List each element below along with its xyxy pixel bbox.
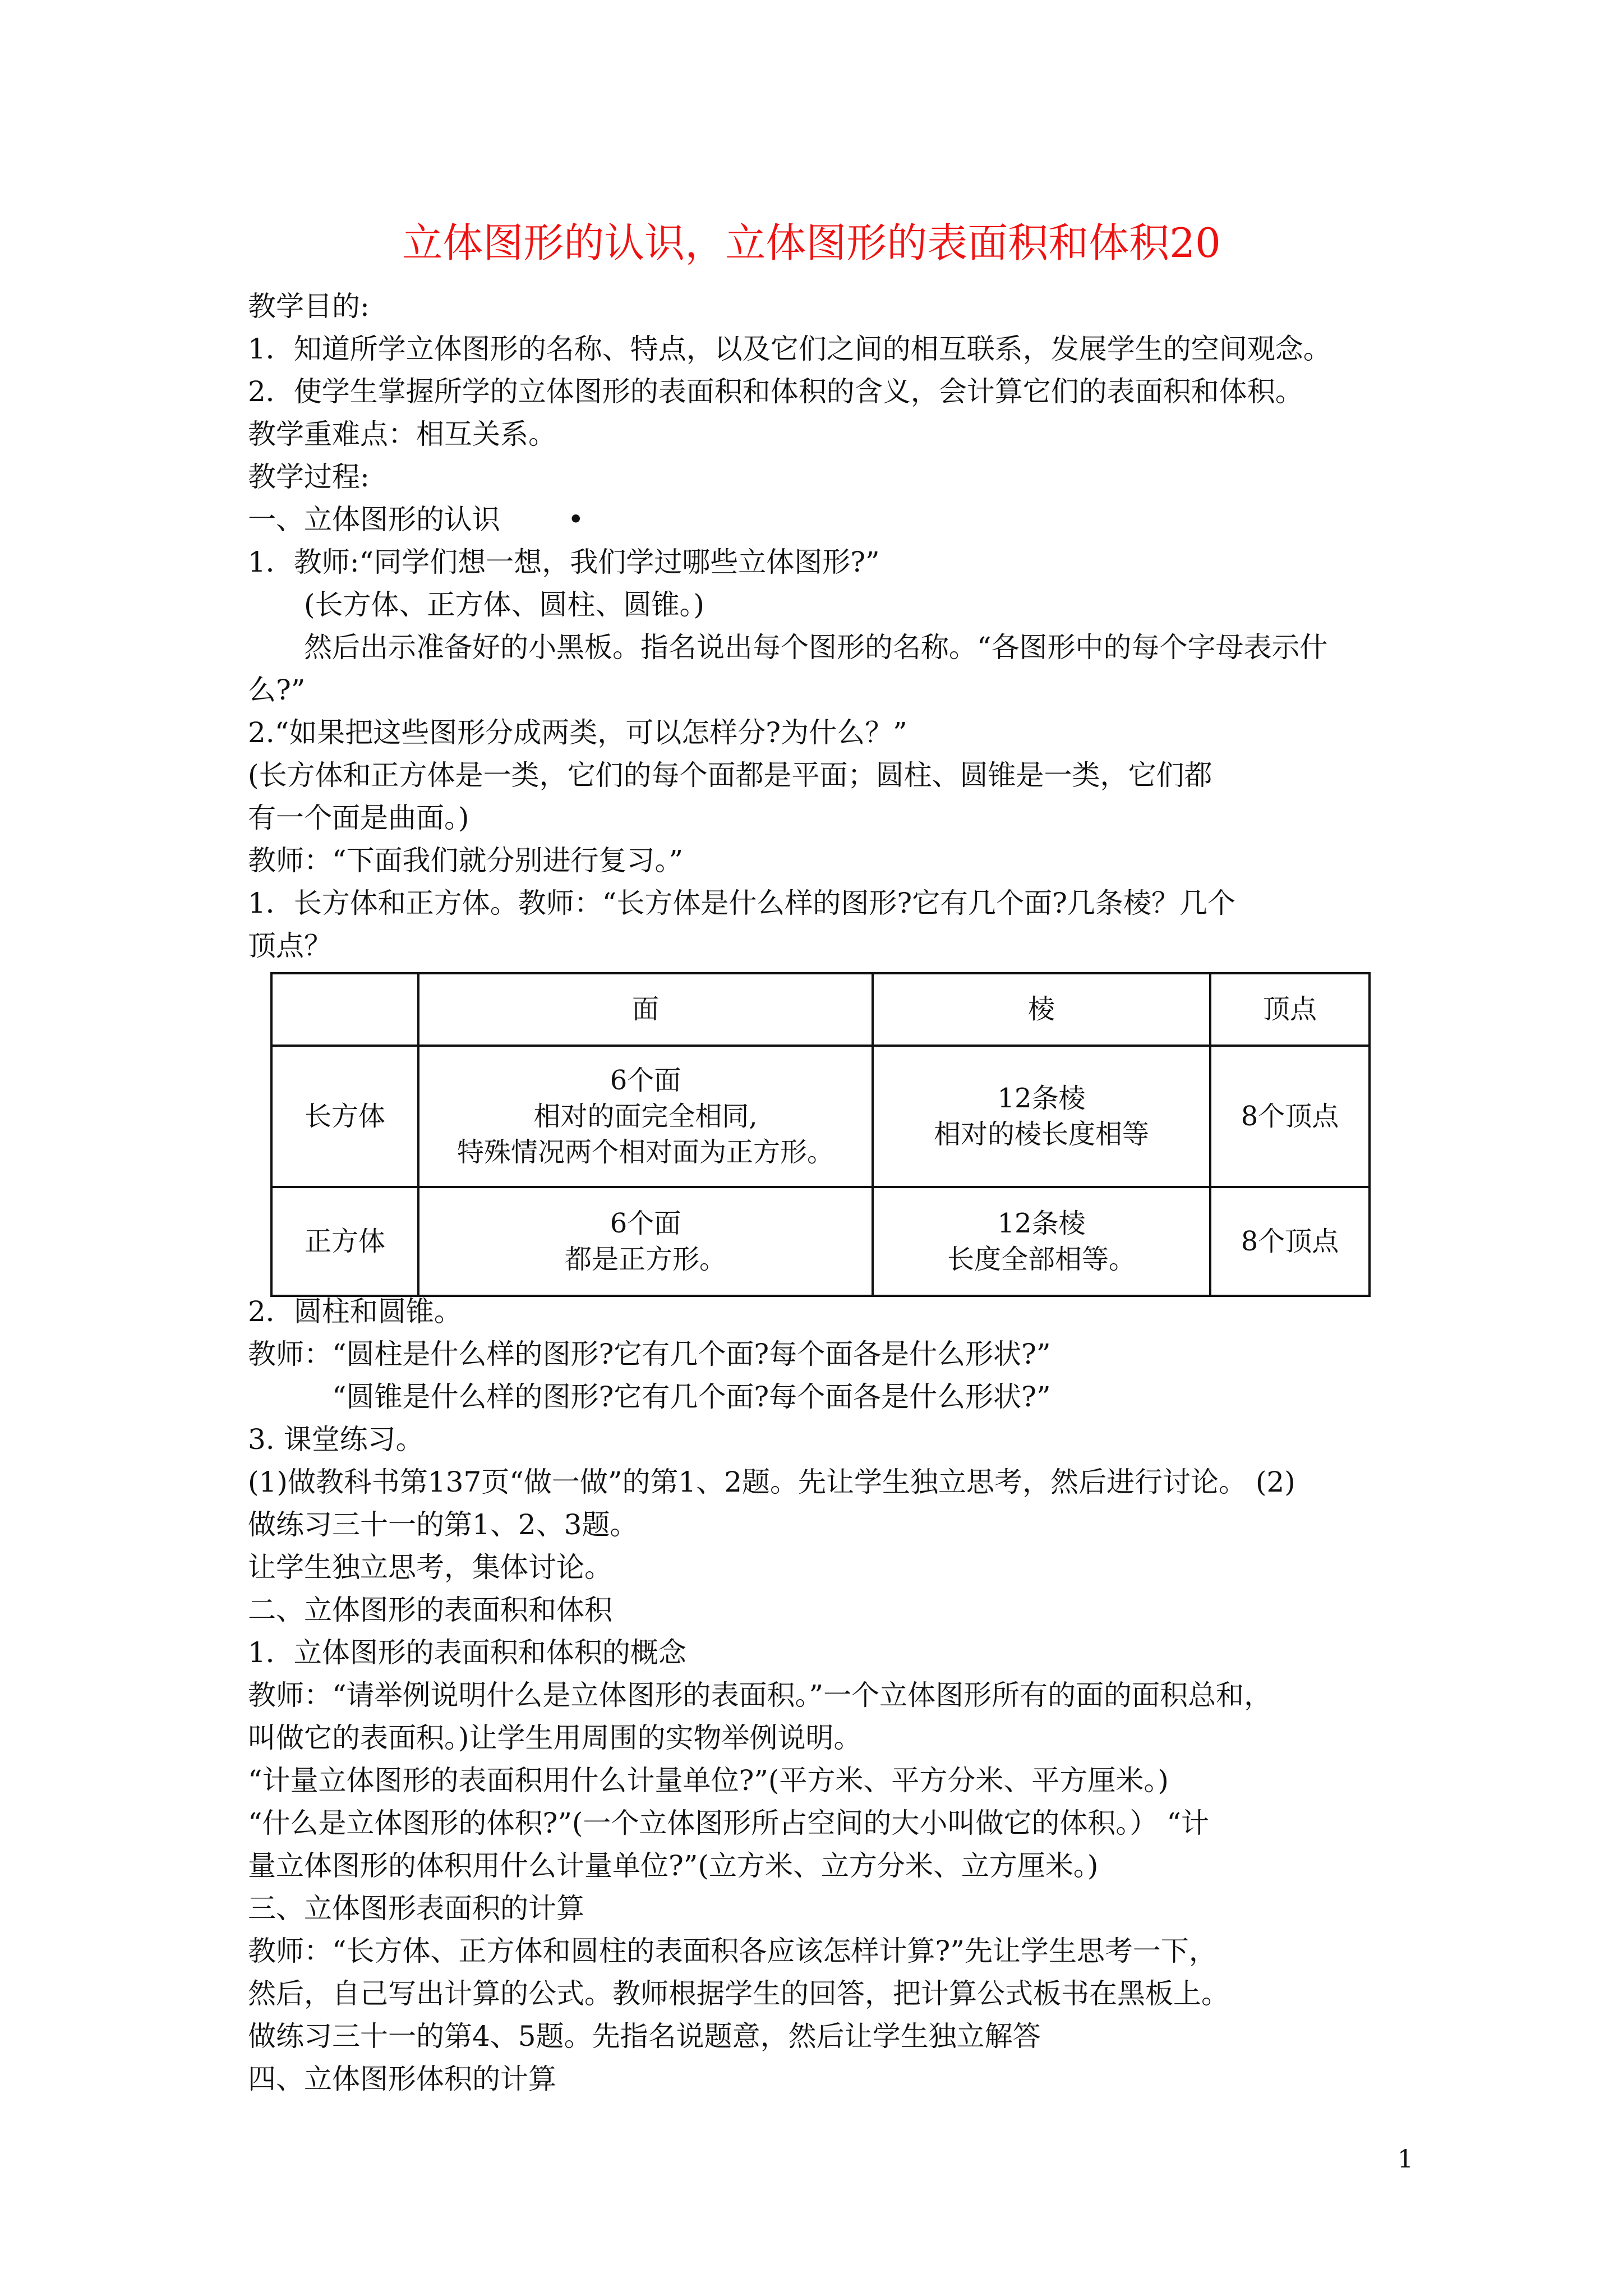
table-cell-vertex: 8个顶点: [1210, 1187, 1370, 1296]
cell-text: 12条棱: [997, 1207, 1086, 1239]
paragraph-line: (长方体、正方体、圆柱、圆锥。): [304, 588, 705, 621]
paragraph-line: 然后出示准备好的小黑板。指名说出每个图形的名称。“各图形中的每个字母表示什: [304, 631, 1328, 664]
paragraph-line: 1．知道所学立体图形的名称、特点，以及它们之间的相互联系，发展学生的空间观念。: [248, 333, 1331, 365]
paragraph-line: “什么是立体图形的体积?”(一个立体图形所占空间的大小叫做它的体积。） “计: [248, 1807, 1209, 1839]
table-cell-vertex: 8个顶点: [1210, 1046, 1370, 1187]
paragraph-line: 做练习三十一的第1、2、3题。: [248, 1508, 638, 1541]
page-number: 1: [1398, 2145, 1413, 2174]
table-header-cell: 面: [418, 973, 873, 1046]
bullet-mark: •: [568, 503, 584, 536]
paragraph-line: 有一个面是曲面。): [248, 802, 469, 834]
section-heading: 四、立体图形体积的计算: [248, 2063, 556, 2095]
table-header-cell: [271, 973, 418, 1046]
paragraph-line: 2.“如果把这些图形分成两类，可以怎样分?为什么？”: [248, 716, 907, 749]
table-cell-face: [418, 1187, 873, 1296]
table-header-cell: 棱: [873, 973, 1210, 1046]
comparison-table: [270, 972, 1371, 1297]
paragraph-line: 教学过程:: [248, 461, 370, 493]
body-section-top: [248, 285, 1391, 967]
cell-text: 相对的棱长度相等: [933, 1118, 1149, 1150]
paragraph-line: 教学重难点：相互关系。: [248, 418, 556, 450]
cell-text: 12条棱: [997, 1082, 1086, 1114]
paragraph-line: 教学目的:: [248, 290, 370, 323]
cell-text: 都是正方形。: [564, 1243, 726, 1275]
section-heading: 三、立体图形表面积的计算: [248, 1892, 584, 1925]
paragraph-line: 么?”: [248, 674, 306, 706]
paragraph-line: 教师：“圆柱是什么样的图形?它有几个面?每个面各是什么形状?”: [248, 1338, 1051, 1370]
paragraph-line: 让学生独立思考，集体讨论。: [248, 1551, 612, 1584]
paragraph-line: 量立体图形的体积用什么计量单位?”(立方米、立方分米、立方厘米。): [248, 1849, 1099, 1882]
section-heading-text: 一、立体图形的认识: [248, 503, 500, 536]
cell-text: 长度全部相等。: [947, 1243, 1136, 1275]
table-row: [271, 1187, 1370, 1296]
paragraph-line: 教师：“长方体、正方体和圆柱的表面积各应该怎样计算?”先让学生思考一下，: [248, 1935, 1217, 1967]
body-section-bottom: [248, 1290, 1391, 2100]
paragraph-line: 教师：“下面我们就分别进行复习。”: [248, 844, 684, 877]
table-row-label: 长方体: [271, 1046, 418, 1187]
paragraph-line: 做练习三十一的第4、5题。先指名说题意，然后让学生独立解答: [248, 2020, 1041, 2053]
table-cell-edge: [873, 1046, 1210, 1187]
paragraph-line: (长方体和正方体是一类，它们的每个面都是平面；圆柱、圆锥是一类，它们都: [248, 759, 1212, 792]
cell-text: 6个面: [610, 1064, 681, 1096]
table-row-label: 正方体: [271, 1187, 418, 1296]
table-row: [271, 1046, 1370, 1187]
paragraph-line: 3. 课堂练习。: [248, 1423, 424, 1456]
paragraph-line: 教师：“请举例说明什么是立体图形的表面积。”一个立体图形所有的面的面积总和，: [248, 1679, 1272, 1711]
table-cell-face: [418, 1046, 873, 1187]
cell-text: 特殊情况两个相对面为正方形。: [457, 1136, 834, 1168]
document-title: 立体图形的认识，立体图形的表面积和体积20: [402, 219, 1221, 266]
cell-text: 相对的面完全相同,: [533, 1100, 758, 1132]
paragraph-line: “计量立体图形的表面积用什么计量单位?”(平方米、平方分米、平方厘米。): [248, 1764, 1169, 1797]
paragraph-line: 1．立体图形的表面积和体积的概念: [248, 1636, 686, 1669]
paragraph-line: 2．圆柱和圆锥。: [248, 1295, 462, 1328]
table-cell-edge: [873, 1187, 1210, 1296]
paragraph-line: 叫做它的表面积。)让学生用周围的实物举例说明。: [248, 1722, 862, 1754]
comparison-table-wrapper: [270, 972, 1368, 1297]
section-heading: [248, 498, 1391, 541]
paragraph-line: 顶点？: [248, 930, 332, 962]
paragraph-line: 2．使学生掌握所学的立体图形的表面积和体积的含义，会计算它们的表面积和体积。: [248, 375, 1303, 408]
cell-text: 6个面: [610, 1207, 681, 1239]
table-header-row: [271, 973, 1370, 1046]
section-heading: 二、立体图形的表面积和体积: [248, 1594, 612, 1626]
paragraph-line: 1．长方体和正方体。教师：“长方体是什么样的图形?它有几个面?几条棱？几个: [248, 887, 1235, 919]
table-header-cell: 顶点: [1210, 973, 1370, 1046]
paragraph-line: “圆锥是什么样的图形?它有几个面?每个面各是什么形状?”: [332, 1381, 1051, 1413]
paragraph-line: (1)做教科书第137页“做一做”的第1、2题。先让学生独立思考，然后进行讨论。 (2): [248, 1466, 1295, 1498]
paragraph-line: 1．教师:“同学们想一想，我们学过哪些立体图形?”: [248, 546, 880, 578]
paragraph-line: 然后，自己写出计算的公式。教师根据学生的回答，把计算公式板书在黑板上。: [248, 1977, 1229, 2010]
